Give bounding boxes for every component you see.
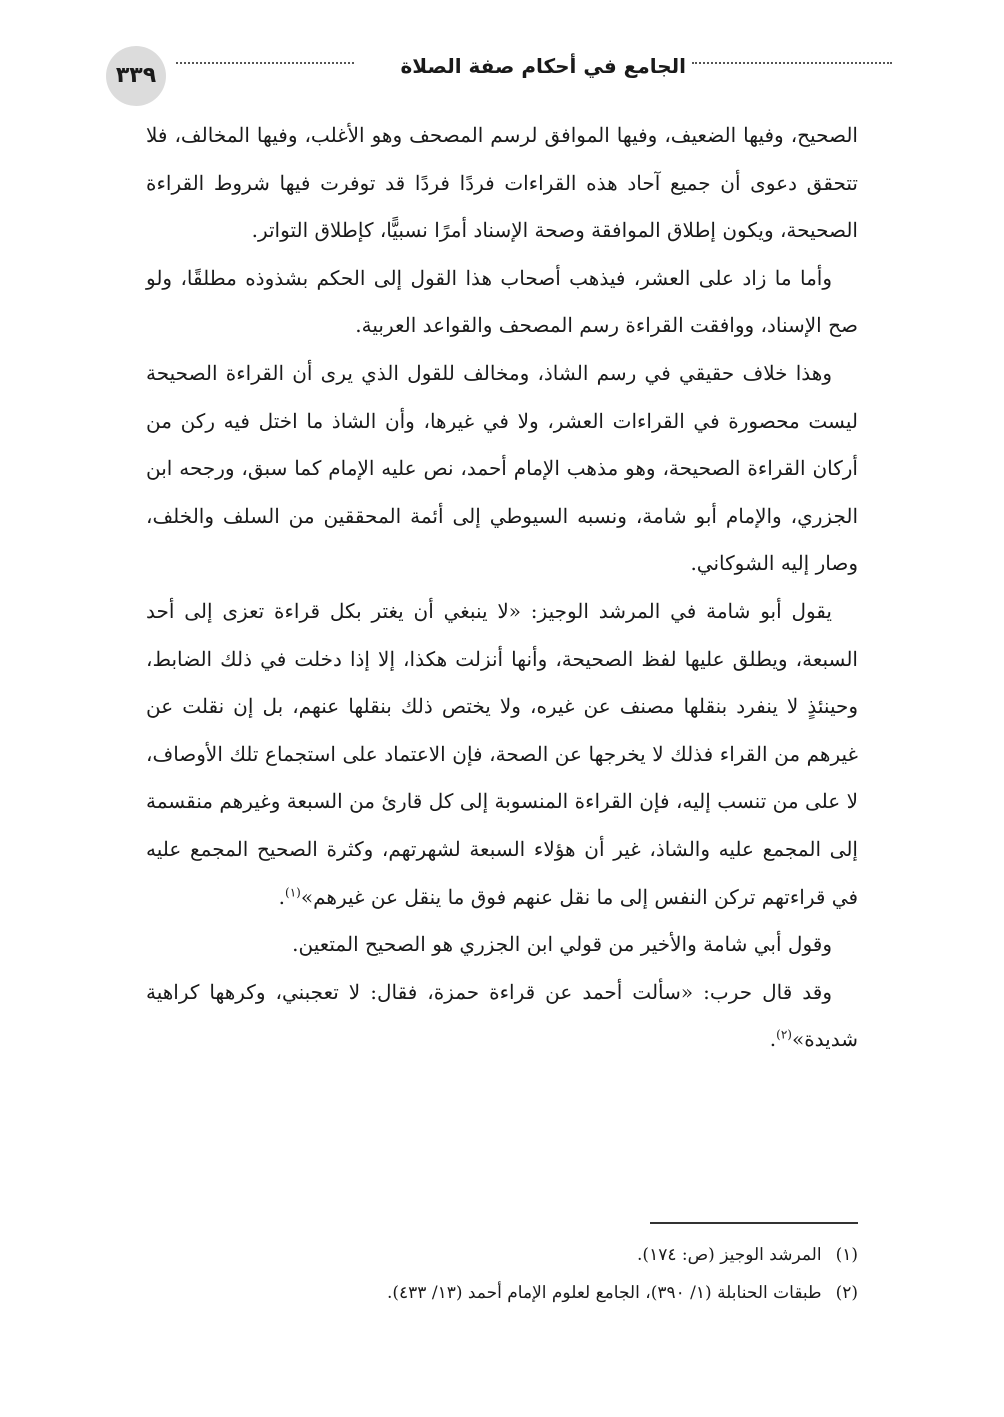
footnote-number: (٢): [835, 1283, 858, 1303]
paragraph-5: وقول أبي شامة والأخير من قولي ابن الجزري هو الصحيح المتعين.: [292, 932, 832, 957]
header-dotted-rule-left: [176, 62, 354, 64]
paragraph-end-mark: .: [278, 884, 286, 909]
footnote-ref-1[interactable]: (١): [285, 884, 301, 899]
paragraph-4: [146, 588, 858, 921]
paragraph-2: وأما ما زاد على العشر، فيذهب أصحاب هذا القول إلى الحكم بشذوذه مطلقًا، ولو صح الإسناد، ووافقت القراءة رسم المصحف والقواعد العربية.: [146, 265, 858, 338]
paragraph-1: الصحيح، وفيها الضعيف، وفيها الموافق لرسم المصحف وهو الأغلب، وفيها المخالف، فلا تتحقق دعوى أن جميع آحاد هذه القراءات فردًا فردًا قد توفرت فيها شروط القراءة الصحيحة، ويكون إطلاق الموافقة وصحة الإسناد أمرًا نسبيًّا، كإطلاق التواتر.: [146, 123, 858, 243]
footnote-1: [146, 1236, 858, 1274]
running-title: الجامع في أحكام صفة الصلاة: [395, 54, 693, 78]
footnote-text: المرشد الوجيز (ص: ١٧٤).: [637, 1245, 822, 1265]
footnotes: [146, 1236, 858, 1312]
main-text: [146, 112, 858, 1064]
quote-text: وقد قال حرب: «سألت أحمد عن قراءة حمزة، فقال: لا تعجبني، وكرهها كراهية شديدة»: [146, 979, 858, 1052]
footnote-text: طبقات الحنابلة (١/ ٣٩٠)، الجامع لعلوم الإمام أحمد (١٣/ ٤٣٣).: [386, 1283, 822, 1303]
paragraph-3: وهذا خلاف حقيقي في رسم الشاذ، ومخالف للقول الذي يرى أن القراءة الصحيحة ليست محصورة في القراءات العشر، ولا في غيرها، وأن الشاذ ما اختل فيه ركن من أركان القراءة الصحيحة، وهو مذهب الإمام أحمد، نص عليه الإمام كما سبق، ورجحه ابن الجزري، والإمام أبو شامة، ونسبه السيوطي إلى أئمة المحققين من السلف والخلف، وصار إليه الشوكاني.: [146, 360, 858, 576]
paragraph-end-mark: .: [769, 1027, 777, 1052]
page-number: ٣٣٩: [106, 46, 166, 106]
page-header: [112, 42, 892, 102]
footnote-separator: [650, 1222, 858, 1224]
footnote-number: (١): [835, 1245, 858, 1265]
header-dotted-rule-right: [692, 62, 892, 64]
footnote-2: [146, 1274, 858, 1312]
footnote-ref-2[interactable]: (٢): [776, 1027, 792, 1042]
paragraph-6: [146, 969, 858, 1064]
quote-text: يقول أبو شامة في المرشد الوجيز: «لا ينبغي أن يغتر بكل قراءة تعزى إلى أحد السبعة، ويطلق عليها لفظ الصحيحة، وأنها أنزلت هكذا، إلا إذا دخلت في ذلك الضابط، وحينئذٍ لا ينفرد بنقلها مصنف عن غيره، ولا يختص ذلك بنقلها عنهم، بل إن نقلت عن غيرهم من القراء فذلك لا يخرجها عن الصحة، فإن الاعتماد على استجماع تلك الأوصاف، لا على من تنسب إليه، فإن القراءة المنسوبة إلى كل قارئ من السبعة وغيرهم منقسمة إلى المجمع عليه والشاذ، غير أن هؤلاء السبعة لشهرتهم، وكثرة الصحيح المجمع عليه في قراءتهم تركن النفس إلى ما نقل عنهم فوق ما ينقل عن غيرهم»: [146, 598, 859, 909]
